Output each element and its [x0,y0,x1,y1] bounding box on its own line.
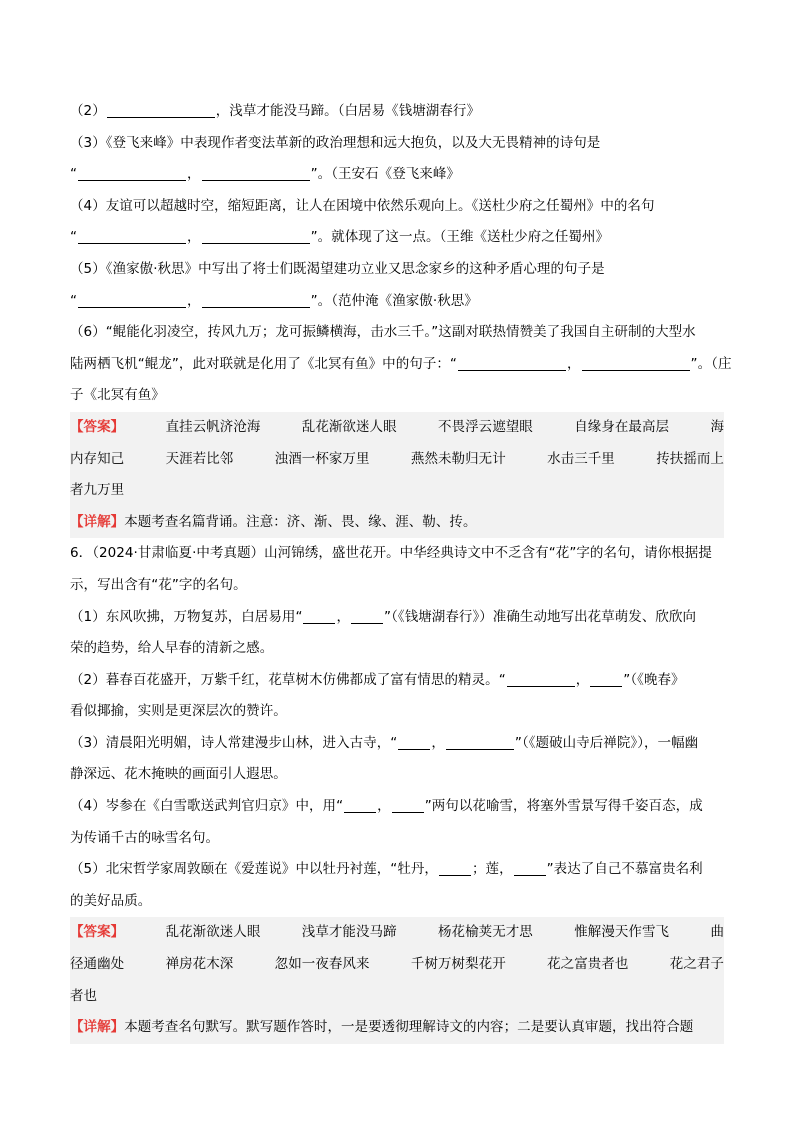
answer-blank [78,165,186,181]
q6-intro-2: 示，写出含有“花”字的名句。 [70,576,247,593]
answer-blank [351,608,383,624]
q5-answer-row-3 [70,475,724,507]
q6-item4: （4）岑参在《白雪歌送武判官归京》中，用“ ， ”两句以花喻雪，将塞外雪景写得千姿百态，成 [70,798,703,815]
answer-item: 花之君子 [669,956,724,973]
q5-item4-blanks: “ ， ”。就体现了这一点。（王维《送杜少府之任蜀州》 [70,229,610,246]
q5-answer-row-1 [70,412,724,444]
q6-intro-1: 6．（2024·甘肃临夏·中考真题）山河锦绣，盛世花开。中华经典诗文中不乏含有“花”字的名句，请你根据提 [70,545,712,562]
answer-item: 杨花榆荚无才思 [438,924,533,941]
q5-detail: 【详解】本题考查名篇背诵。注意：济、渐、畏、缘、涯、勒、抟。 [70,513,477,530]
answer-blank [514,860,546,876]
answer-item: 浊酒一杯家万里 [274,450,370,467]
answer-item: 乱花渐欲迷人眼 [165,924,261,941]
q6-item5-line2: 的美好品质。 [70,892,152,909]
q5-item5-blanks: “ ， ”。（范仲淹《渔家傲·秋思》 [70,292,478,309]
q6-detail: 【详解】本题考查名句默写。默写题作答时，一是要透彻理解诗文的内容；二是要认真审题，找出符合题 [70,1019,694,1036]
answer-item: 千树万树梨花开 [410,956,506,973]
answer-item: 忽如一夜春风来 [274,956,370,973]
answer-item: 花之富贵者也 [547,956,629,973]
q6-answer-row-3 [70,981,724,1013]
answer-item: 直挂云帆济沧海 [165,418,261,435]
answer-item: 内存知己 [70,450,125,467]
answer-blank [303,608,335,624]
answer-item: 自缘身在最高层 [574,418,670,435]
q5-answer-block [70,412,724,538]
q6-item4-line2: 为传诵千古的咏雪名句。 [70,829,220,846]
answer-blank [398,734,430,750]
answer-item: 海 [710,418,724,435]
q6-item2: （2）暮春百花盛开，万紫千红，花草树木仿佛都成了富有情思的精灵。“ ， ”（《晚春》 [70,671,685,688]
q5-item5: （5）《渔家傲·秋思》中写出了将士们既渴望建功立业又思念家乡的这种矛盾心理的句子是 [70,260,605,277]
q5-item6-line1: （6）“鲲能化羽凌空，抟风九万；龙可振鳞横海，击水三千。”这副对联热情赞美了我国自主研制的大型水 [70,324,696,341]
q6-item5: （5）北宋哲学家周敦颐在《爱莲说》中以牡丹衬莲，“牡丹， ；莲， ”表达了自己不慕富贵名利 [70,861,703,878]
answer-item: 天涯若比邻 [165,450,234,467]
answer-item: 抟扶摇而上 [656,450,724,467]
answer-blank [507,671,575,687]
q6-item3: （3）清晨阳光明媚，诗人常建漫步山林，进入古寺，“ ， ”（《题破山寺后禅院》），一幅幽 [70,734,699,751]
answer-item: 禅房花木深 [165,956,234,973]
answer-item: 径通幽处 [70,956,125,973]
answer-blank [392,797,424,813]
answer-blank [202,292,310,308]
answer-item: 浅草才能没马蹄 [301,924,397,941]
q5-item6-line2: 陆两栖飞机“鲲龙”，此对联就是化用了《北冥有鱼》中的句子：“ ， ”。（庄 [70,355,732,372]
q5-item3: （3）《登飞来峰》中表现作者变法革新的政治理想和远大抱负，以及大无畏精神的诗句是 [70,134,601,151]
answer-blank [202,165,310,181]
detail-label: 【详解】 [70,1019,125,1036]
q5-item4: （4）友谊可以超越时空，缩短距离，让人在困境中依然乐观向上。《送杜少府之任蜀州》中的名句 [70,197,655,214]
answer-item: 者也 [70,987,98,1004]
answer-label: 【答案】 [70,418,125,435]
answer-blank [582,355,690,371]
q6-item2-line2: 看似揶揄，实则是更深层次的赞许。 [70,703,287,720]
q5-item3-blanks: “ ， ”。（王安石《登飞来峰》 [70,166,460,183]
answer-blank [590,671,622,687]
answer-label: 【答案】 [70,924,125,941]
answer-item: 燕然未勒归无计 [410,450,506,467]
q6-item1: （1）东风吹拂，万物复苏，白居易用“ ， ”（《钱塘湖春行》）准确生动地写出花草萌发、欣欣向 [70,608,697,625]
answer-blank [202,228,310,244]
answer-blank [439,860,471,876]
detail-label: 【详解】 [70,513,125,530]
q5-item2: （2） ，浅草才能没马蹄。（白居易《钱塘湖春行》 [70,103,480,119]
q6-answer-row-2 [70,949,724,981]
q6-answer-row-1 [70,917,724,949]
q5-answer-row-2 [70,444,724,476]
answer-blank [78,228,186,244]
answer-item: 水击三千里 [547,450,615,467]
q6-answer-block [70,917,724,1043]
q5-item6-line3: 子《北冥有鱼》 [70,387,165,404]
answer-item: 惟解漫天作雪飞 [574,924,670,941]
answer-item: 曲 [710,924,724,941]
answer-item: 不畏浮云遮望眼 [438,418,533,435]
answer-item: 者九万里 [70,482,125,499]
q6-item3-line2: 静深远、花木掩映的画面引人遐思。 [70,766,287,783]
document-content [70,96,732,1044]
answer-blank [458,355,566,371]
answer-item: 乱花渐欲迷人眼 [301,418,397,435]
answer-blank [78,292,186,308]
answer-blank [344,797,376,813]
answer-blank [107,102,215,118]
answer-blank [446,734,514,750]
q6-item1-line2: 荣的趋势，给人早春的清新之感。 [70,640,274,657]
